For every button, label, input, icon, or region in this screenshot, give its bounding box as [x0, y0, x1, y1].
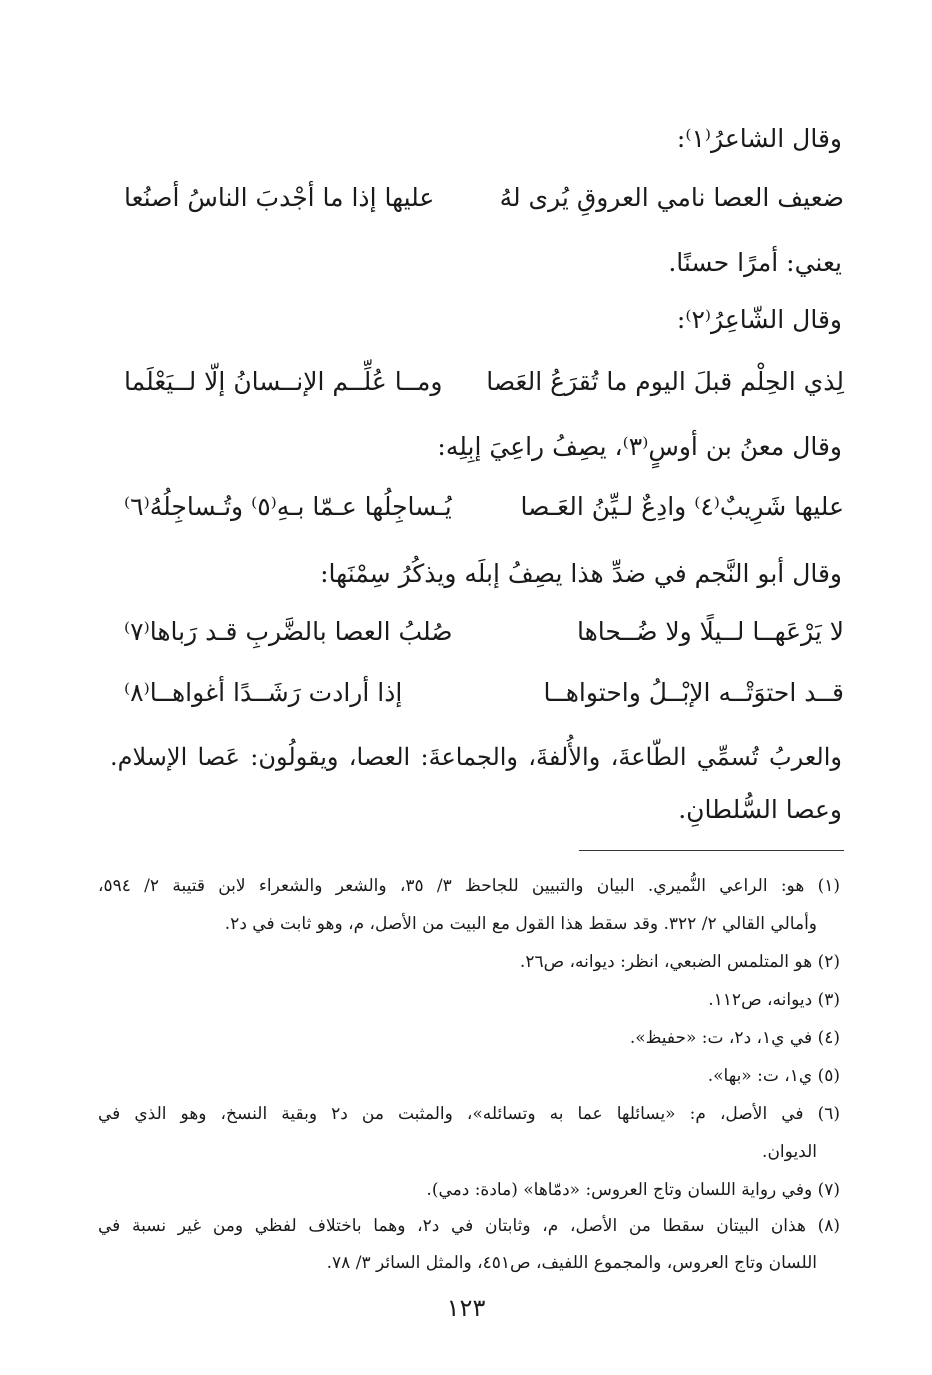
footnote-separator — [579, 850, 844, 851]
verse-5 — [124, 673, 844, 713]
footnote-6-line-2: الديوان. — [762, 1142, 817, 1162]
verse-1-first-hemistich: ضعيف العصا نامي العروقِ يُرى لهُ — [499, 183, 844, 212]
prose-line-2: وعصا السُّلطانِ. — [678, 795, 842, 824]
footnote-1-line-1: (١) هو: الراعي النُّميري. البيان والتبيين للجاحظ ٣/ ٣٥، والشعر والشعراء لابن قتيبة ٢/ ٥٩٤، — [98, 876, 840, 896]
verse-5-second-hemistich: إذا أرادت رَشَــدًا أغواهــا⁽٨⁾ — [124, 678, 403, 707]
verse-2-first-hemistich: لِذي الحِلْم قبلَ اليوم ما تُقرَعُ العَصا — [486, 367, 844, 396]
verse-1 — [124, 178, 844, 218]
verse-4-first-hemistich: لا يَرْعَهــا لــيلًا ولا ضُــحاها — [577, 617, 844, 646]
verse-1-second-hemistich: عليها إذا ما أجْدبَ الناسُ أصنُعا — [124, 183, 435, 212]
verse-2-second-hemistich: ومــا عُلِّــم الإنــسانُ إلّا لــيَعْلَما — [124, 367, 443, 396]
verse-4-second-hemistich: صُلبُ العصا بالضَّربِ قـد رَباها⁽٧⁾ — [124, 617, 453, 646]
verse-3 — [124, 487, 844, 527]
verse-2 — [124, 362, 844, 402]
explanation-line: يعني: أمرًا حسنًا. — [668, 248, 842, 277]
intro-line-3: وقال معنُ بن أوسٍ⁽٣⁾، يصِفُ راعِيَ إبِلِه: — [437, 432, 842, 461]
intro-line-2: وقال الشّاعِرُ⁽٢⁾: — [676, 305, 842, 334]
verse-5-first-hemistich: قــد احتوَتْــه الإبْــلُ واحتواهــا — [543, 678, 844, 707]
verse-3-second-hemistich: يُـساجِلُها عـمّا بـهِ⁽٥⁾ وتُـساجِلُهُ⁽٦⁾ — [124, 492, 452, 521]
footnote-7: (٧) وفي رواية اللسان وتاج العروس: «دمّاها» (مادة: دمي). — [426, 1180, 840, 1200]
footnote-8-line-2: اللسان وتاج العروس، والمجموع اللفيف، ص٤٥١، والمثل السائر ٣/ ٧٨. — [326, 1253, 817, 1273]
footnote-8-line-1: (٨) هذان البيتان سقطا من الأصل، م، وثابتان في د٢، وهما باختلاف لفظي ومن غير نسبة في — [98, 1216, 840, 1236]
footnote-5: (٥) ي١، ت: «بها». — [707, 1066, 840, 1086]
verse-4 — [124, 612, 844, 652]
page-number: ١٢٣ — [446, 1294, 486, 1322]
footnote-2: (٢) هو المتلمس الضبعي، انظر: ديوانه، ص٢٦. — [519, 952, 840, 972]
verse-3-first-hemistich: عليها شَرِيبٌ⁽٤⁾ وادِعٌ لـيِّنُ العَـصا — [520, 492, 844, 521]
intro-line-1: وقال الشاعرُ⁽١⁾: — [676, 124, 842, 153]
footnote-6-line-1: (٦) في الأصل، م: «يسائلها عما به وتسائله»، والمثبت من د٢ وبقية النسخ، وهو الذي في — [98, 1104, 840, 1124]
intro-line-4: وقال أبو النَّجم في ضدِّ هذا يصِفُ إبلَه ويذكُرُ سِمْنَها: — [320, 559, 842, 588]
footnote-3: (٣) ديوانه، ص١١٢. — [708, 990, 840, 1010]
footnote-1-line-2: وأمالي القالي ٢/ ٣٢٢. وقد سقط هذا القول مع البيت من الأصل، م، وهو ثابت في د٢. — [224, 914, 817, 934]
prose-line-1: والعربُ تُسمِّي الطّاعةَ، والأُلفةَ، والجماعةَ: العصا، ويقولُون: عَصا الإسلام. — [110, 743, 842, 771]
footnote-4: (٤) في ي١، د٢، ت: «حفيظ». — [629, 1028, 840, 1048]
